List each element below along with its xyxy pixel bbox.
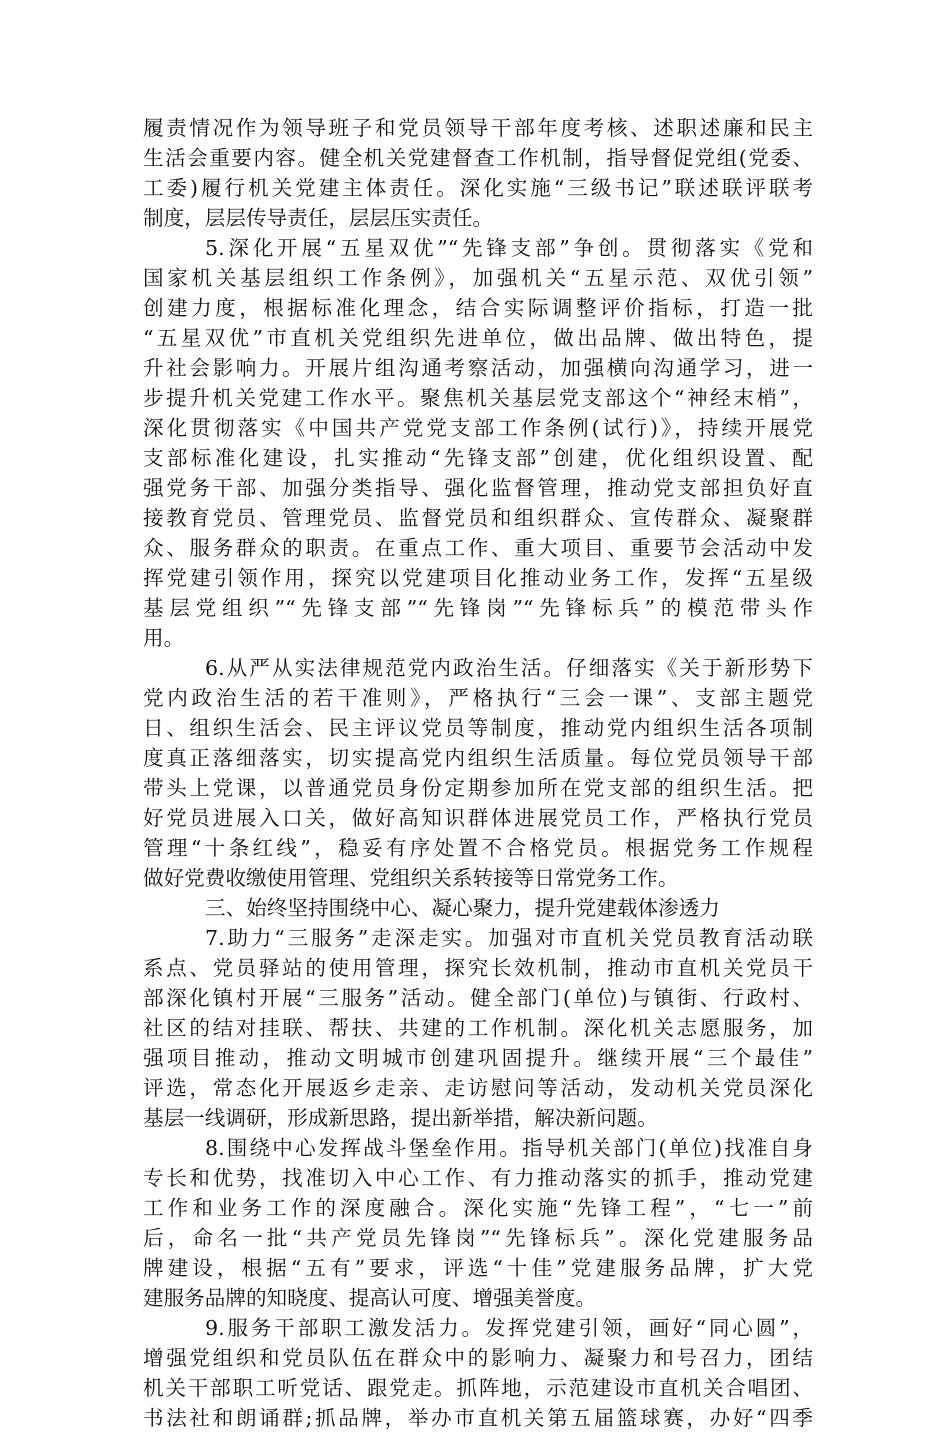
paragraph-line: 后，命名一批“共产党员先锋岗”“先锋标兵”。深化党建服务品 bbox=[143, 1226, 813, 1250]
paragraph-line: 强党务干部、加强分类指导、强化监督管理，推动党支部担负好直 bbox=[143, 476, 813, 500]
paragraph-first-line: 8.围绕中心发挥战斗堡垒作用。指导机关部门(单位)找准自身 bbox=[205, 1136, 813, 1160]
paragraph-line: 社区的结对挂联、帮扶、共建的工作机制。深化机关志愿服务，加 bbox=[143, 1016, 813, 1040]
paragraph-line: 增强党组织和党员队伍在群众中的影响力、凝聚力和号召力，团结 bbox=[143, 1346, 813, 1370]
paragraph-line: 建服务品牌的知晓度、提高认可度、增强美誉度。 bbox=[143, 1286, 597, 1310]
paragraph-line: 日、组织生活会、民主评议党员等制度，推动党内组织生活各项制 bbox=[143, 716, 813, 740]
paragraph-line: 升社会影响力。开展片组沟通考察活动，加强横向沟通学习，进一 bbox=[143, 356, 813, 380]
paragraph-line: 国家机关基层组织工作条例》，加强机关“五星示范、双优引领” bbox=[143, 266, 813, 290]
paragraph-line: 基层党组织”“先锋支部”“先锋岗”“先锋标兵”的模范带头作 bbox=[143, 596, 813, 620]
paragraph-line: 好党员进展入口关，做好高知识群体进展党员工作，严格执行党员 bbox=[143, 806, 813, 830]
paragraph-first-line: 5.深化开展“五星双优”“先锋支部”争创。贯彻落实《党和 bbox=[205, 236, 813, 260]
paragraph-line: 做好党费收缴使用管理、党组织关系转接等日常党务工作。 bbox=[143, 866, 679, 890]
paragraph-line: 管理“十条红线”，稳妥有序处置不合格党员。根据党务工作规程 bbox=[143, 836, 813, 860]
paragraph-line: 专长和优势，找准切入中心工作、有力推动落实的抓手，推动党建 bbox=[143, 1166, 813, 1190]
paragraph-first-line: 7.助力“三服务”走深走实。加强对市直机关党员教育活动联 bbox=[205, 926, 813, 950]
paragraph-line: 强项目推动，推动文明城市创建巩固提升。继续开展“三个最佳” bbox=[143, 1046, 813, 1070]
paragraph-line: 工作和业务工作的深度融合。深化实施“先锋工程”，“七一”前 bbox=[143, 1196, 813, 1220]
paragraph-line: 评选，常态化开展返乡走亲、走访慰问等活动，发动机关党员深化 bbox=[143, 1076, 813, 1100]
paragraph-line: 度真正落细落实，切实提高党内组织生活质量。每位党员领导干部 bbox=[143, 746, 813, 770]
paragraph-line: 工委)履行机关党建主体责任。深化实施“三级书记”联述联评联考 bbox=[143, 176, 813, 200]
paragraph-line: 支部标准化建设，扎实推动“先锋支部”创建，优化组织设置、配 bbox=[143, 446, 813, 470]
paragraph-line: 系点、党员驿站的使用管理，探究长效机制，推动市直机关党员干 bbox=[143, 956, 813, 980]
paragraph-line: 机关干部职工听党话、跟党走。抓阵地，示范建设市直机关合唱团、 bbox=[143, 1376, 813, 1400]
paragraph-line: 牌建设，根据“五有”要求，评选“十佳”党建服务品牌，扩大党 bbox=[143, 1256, 813, 1280]
paragraph-first-line: 6.从严从实法律规范党内政治生活。仔细落实《关于新形势下 bbox=[205, 656, 813, 680]
paragraph-line: 生活会重要内容。健全机关党建督查工作机制，指导督促党组(党委、 bbox=[143, 146, 813, 170]
paragraph-line: 步提升机关党建工作水平。聚焦机关基层党支部这个“神经末梢”， bbox=[143, 386, 813, 410]
paragraph-line: 履责情况作为领导班子和党员领导干部年度考核、述职述廉和民主 bbox=[143, 116, 813, 140]
section-heading: 三、始终坚持围绕中心、凝心聚力，提升党建载体渗透力 bbox=[205, 896, 720, 920]
paragraph-line: 书法社和朗诵群;抓品牌，举办市直机关第五届篮球赛，办好“四季 bbox=[143, 1406, 813, 1430]
paragraph-line: 部深化镇村开展“三服务”活动。健全部门(单位)与镇街、行政村、 bbox=[143, 986, 813, 1010]
paragraph-line: 创建力度，根据标准化理念，结合实际调整评价指标，打造一批 bbox=[143, 296, 813, 320]
document-body bbox=[143, 113, 813, 1433]
paragraph-line: 接教育党员、管理党员、监督党员和组织群众、宣传群众、凝聚群 bbox=[143, 506, 813, 530]
paragraph-line: 众、服务群众的职责。在重点工作、重大项目、重要节会活动中发 bbox=[143, 536, 813, 560]
paragraph-line: 带头上党课，以普通党员身份定期参加所在党支部的组织生活。把 bbox=[143, 776, 813, 800]
paragraph-first-line: 9.服务干部职工激发活力。发挥党建引领，画好“同心圆”， bbox=[205, 1316, 813, 1340]
paragraph-line: 基层一线调研，形成新思路，提出新举措，解决新问题。 bbox=[143, 1106, 658, 1130]
paragraph-line: 制度，层层传导责任，层层压实责任。 bbox=[143, 206, 494, 230]
paragraph-line: 深化贯彻落实《中国共产党党支部工作条例(试行)》，持续开展党 bbox=[143, 416, 813, 440]
paragraph-line: 挥党建引领作用，探究以党建项目化推动业务工作，发挥“五星级 bbox=[143, 566, 813, 590]
paragraph-line: 党内政治生活的若干准则》，严格执行“三会一课”、支部主题党 bbox=[143, 686, 813, 710]
paragraph-line: 用。 bbox=[143, 626, 185, 650]
paragraph-line: “五星双优”市直机关党组织先进单位，做出品牌、做出特色，提 bbox=[143, 326, 813, 350]
